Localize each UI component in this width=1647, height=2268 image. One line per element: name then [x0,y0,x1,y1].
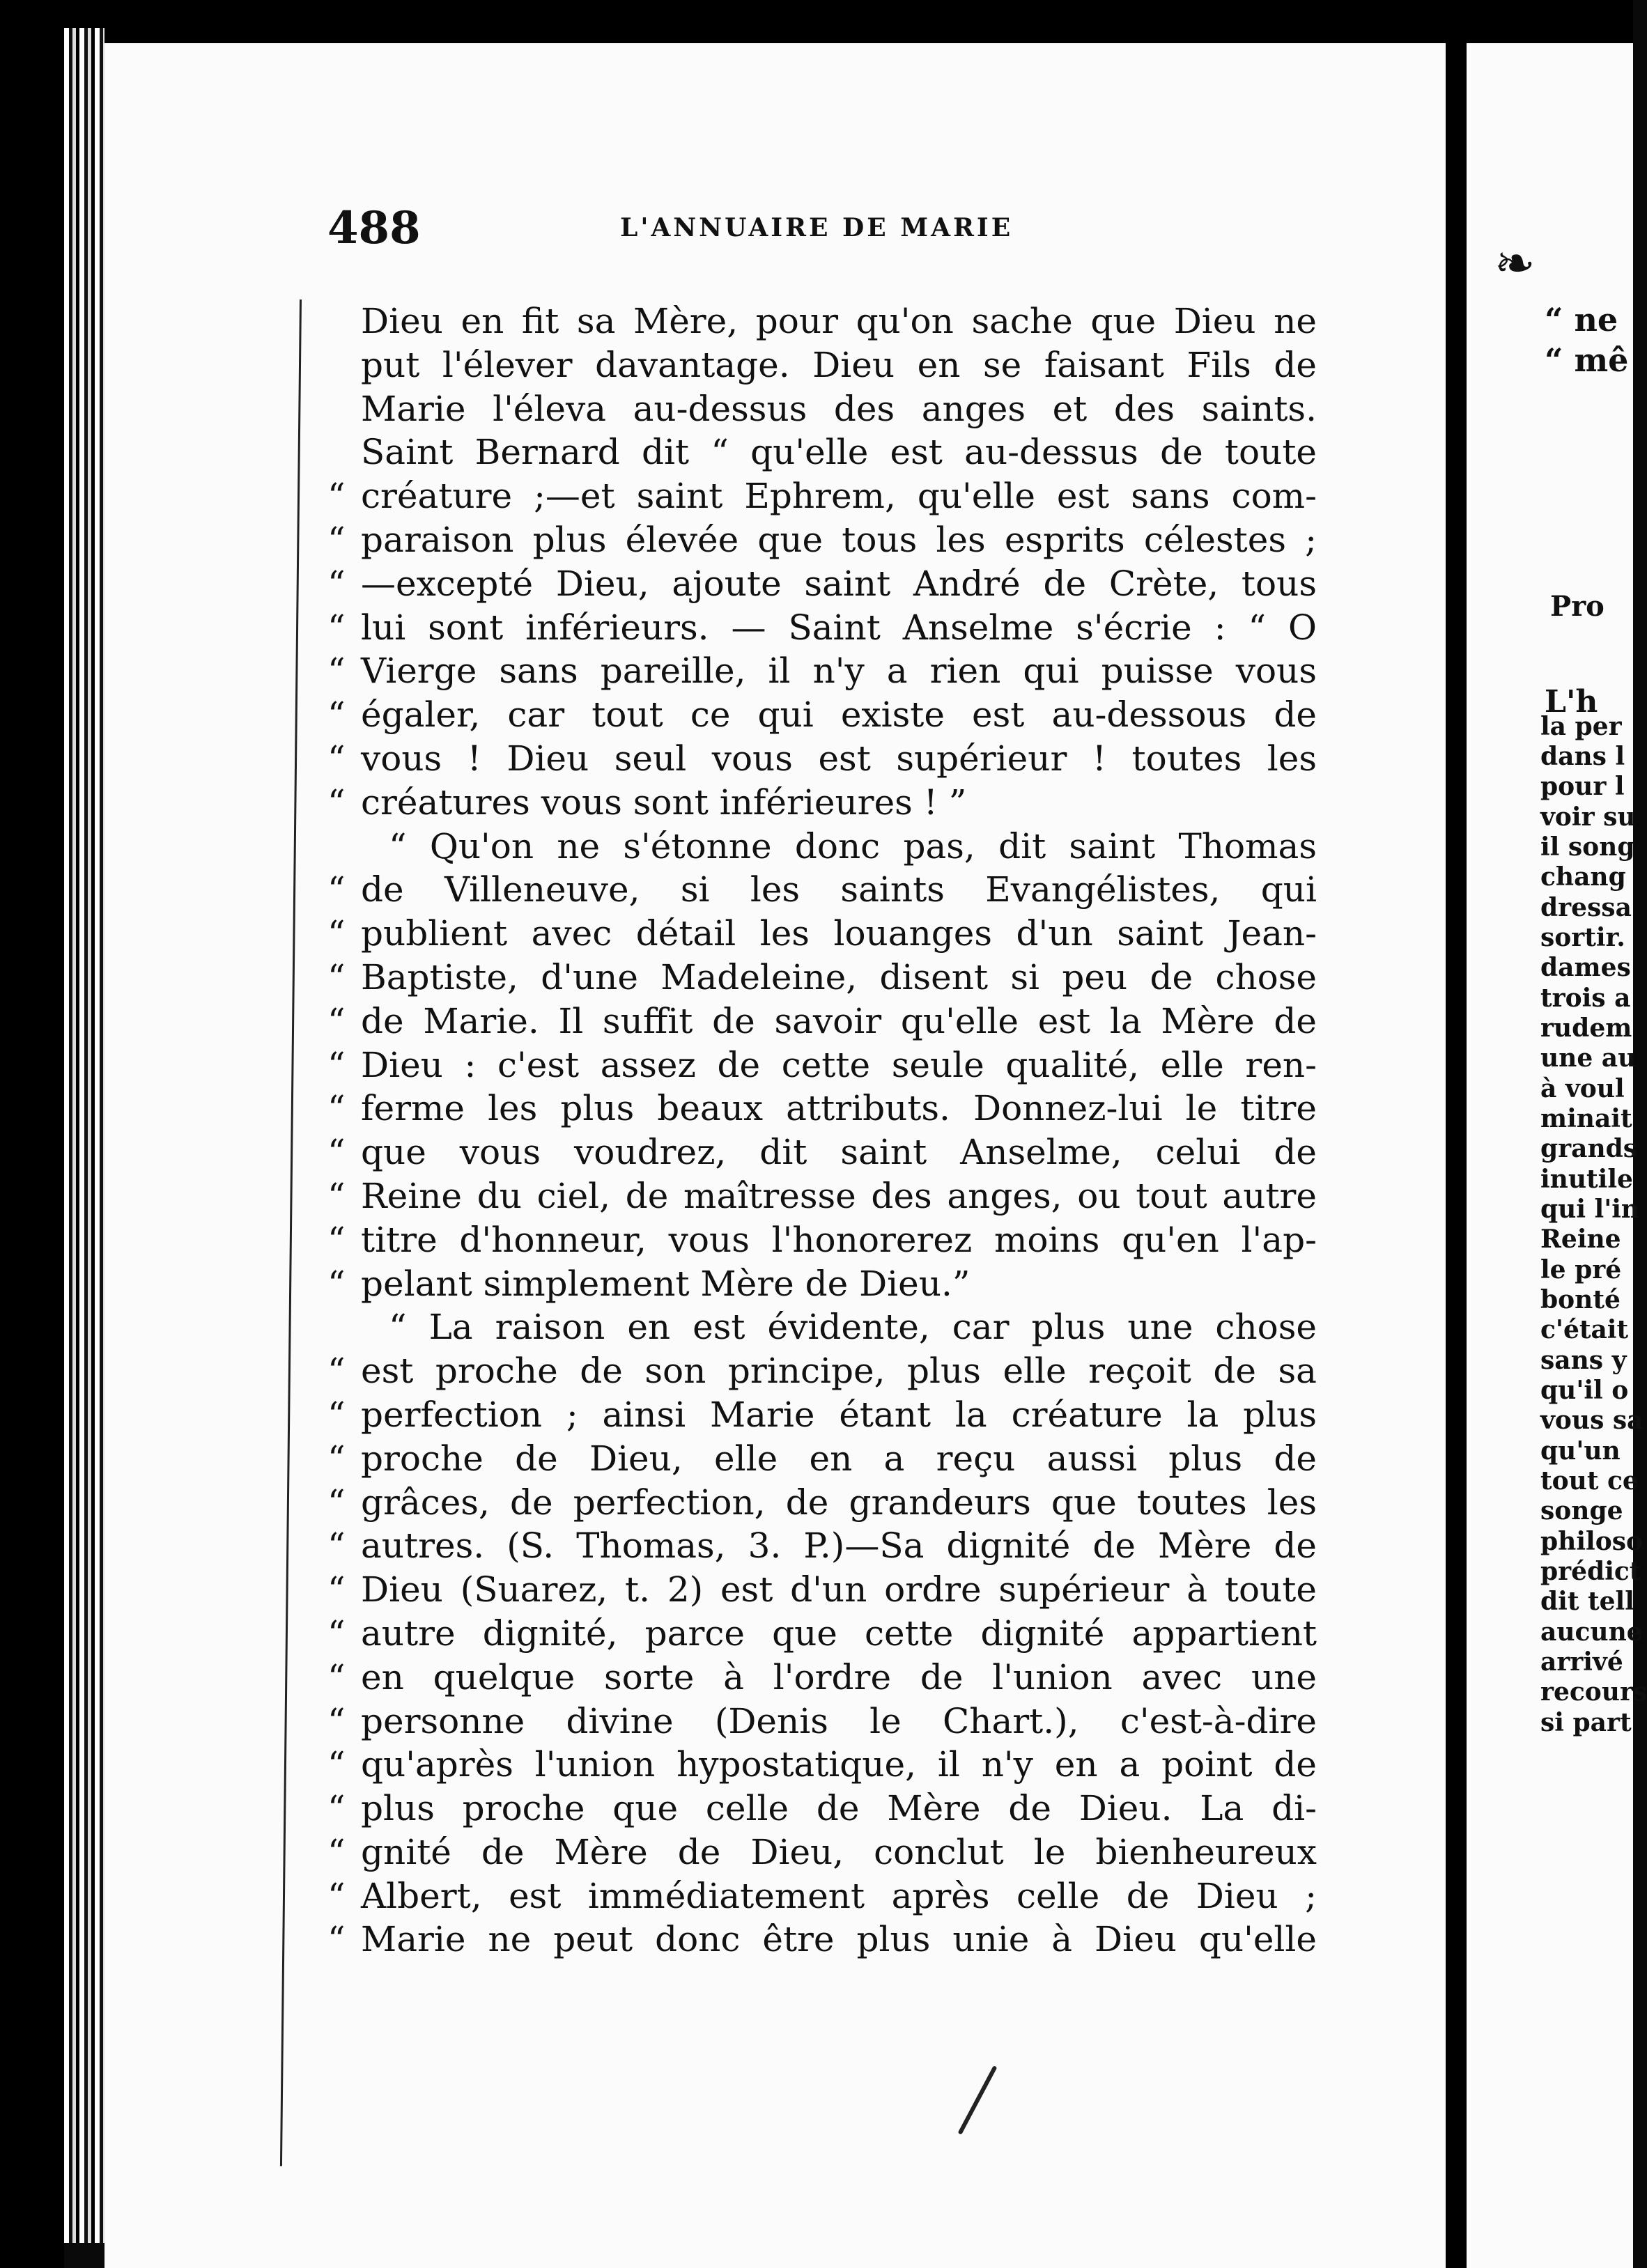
quote-mark: “ [327,1525,346,1567]
line-text: Dieu : c'est assez de cette seule qualité, elle ren- [361,1044,1317,1085]
facing-text-line: dit tell [1540,1587,1634,1616]
quote-mark: “ [327,1438,346,1479]
facing-text-line: qui l'in [1540,1195,1640,1224]
text-line [327,1612,1317,1656]
line-text: put l'élever davantage. Dieu en se faisant Fils de [361,344,1317,385]
line-text: proche de Dieu, elle en a reçu aussi plus de [361,1438,1317,1479]
facing-text-line: qu'il o [1540,1376,1629,1405]
quote-mark: “ [327,1613,346,1654]
quote-mark: “ [327,1263,346,1304]
quote-mark: “ [327,476,346,517]
quote-mark: “ [327,1700,346,1741]
line-text: titre d'honneur, vous l'honorerez moins qu'en l'ap- [361,1219,1317,1260]
running-title: L'ANNUAIRE DE MARIE [620,213,1014,242]
quote-mark: “ [327,1351,346,1392]
line-text: qu'après l'union hypostatique, il n'y en a point de [361,1744,1317,1785]
line-text: perfection ; ainsi Marie étant la créature la plus [361,1394,1317,1435]
text-line [327,1262,1317,1306]
line-text: pelant simplement Mère de Dieu.” [361,1263,971,1304]
quote-mark: “ [327,1044,346,1085]
line-text: Saint Bernard dit “ qu'elle est au-dessus de toute [361,432,1317,473]
line-text: créatures vous sont inférieures ! ” [361,782,967,823]
text-line [327,1743,1317,1787]
text-line [327,518,1317,562]
text-line [327,737,1317,781]
text-line [327,1305,1317,1349]
quote-mark: “ [327,1831,346,1872]
text-line [327,1000,1317,1043]
line-text: de Marie. Il suffit de savoir qu'elle est la Mère de [361,1000,1317,1041]
text-line [327,1831,1317,1874]
quote-mark: “ [327,1088,346,1129]
quote-mark: “ [327,1919,346,1960]
line-text: gnité de Mère de Dieu, conclut le bienheureux [361,1831,1317,1872]
quote-mark: “ [327,1394,346,1435]
facing-text-line: trois a [1540,984,1631,1013]
page-header [327,202,1303,265]
text-line [327,430,1317,474]
line-text: en quelque sorte à l'ordre de l'union avec une [361,1656,1317,1698]
line-text: Baptiste, d'une Madeleine, disent si peu de chose [361,956,1317,997]
text-line [327,1349,1317,1393]
facing-text-line: prédict [1540,1557,1641,1586]
facing-text-line: minait [1540,1104,1632,1133]
facing-text-line: rudem [1540,1013,1632,1043]
facing-text-line: une au [1540,1043,1637,1073]
text-line [327,1131,1317,1174]
line-text: plus proche que celle de Mère de Dieu. La di- [361,1788,1317,1829]
line-text: est proche de son principe, plus elle reçoit de sa [361,1351,1317,1392]
facing-text-line: songe [1540,1496,1623,1525]
text-line [327,693,1317,737]
line-text: Dieu en fit sa Mère, pour qu'on sache que Dieu ne [361,301,1317,341]
line-text: ferme les plus beaux attributs. Donnez-lui le titre [361,1088,1317,1129]
quote-mark: “ [327,694,346,736]
line-text: lui sont inférieurs. — Saint Anselme s'écrie : “ O [361,607,1317,648]
quote-mark: “ [327,1656,346,1698]
quote-mark: “ [327,782,346,823]
text-line [327,1874,1317,1918]
quote-mark: “ [327,869,346,910]
text-line [327,474,1317,518]
text-line [327,606,1317,650]
text-line [327,781,1317,825]
line-text: de Villeneuve, si les saints Evangélistes, qui [361,869,1317,910]
line-text: —excepté Dieu, ajoute saint André de Crète, tous [361,563,1317,604]
facing-page [1467,43,1647,2268]
quote-mark: “ [327,1875,346,1916]
quote-mark: “ [327,651,346,692]
line-text: Dieu (Suarez, t. 2) est d'un ordre supérieur à toute [361,1569,1317,1610]
quote-mark: “ [327,1175,346,1216]
quote-mark: “ [327,519,346,560]
text-line [327,343,1317,387]
text-line [327,1174,1317,1218]
line-text: créature ;—et saint Ephrem, qu'elle est sans com- [361,476,1317,517]
line-text: Marie l'éleva au-dessus des anges et des saints. [361,388,1317,429]
book-page-edges [64,28,105,2243]
text-line [327,1393,1317,1437]
text-line [327,1787,1317,1831]
text-line [327,1700,1317,1743]
text-line [327,868,1317,912]
facing-text-line: qu'un [1540,1436,1621,1466]
facing-text-line: Reine [1540,1225,1621,1254]
facing-text-line: philoso [1540,1527,1643,1556]
text-line [327,1656,1317,1700]
line-text: autre dignité, parce que cette dignité appartient [361,1613,1317,1654]
line-text: que vous voudrez, dit saint Anselme, celui de [361,1132,1317,1173]
facing-text-line: voir su [1540,802,1636,832]
text-line [327,825,1317,869]
line-text: vous ! Dieu seul vous est supérieur ! toutes les [361,738,1317,779]
facing-text-line: dressa [1540,893,1632,922]
line-text: égaler, car tout ce qui existe est au-dessous de [361,694,1317,736]
facing-text-line: grands [1540,1134,1638,1163]
line-text: grâces, de perfection, de grandeurs que toutes les [361,1482,1317,1523]
text-line [327,1524,1317,1568]
quote-mark: “ [327,1132,346,1173]
line-text: Vierge sans pareille, il n'y a rien qui puisse vous [361,651,1317,692]
quote-mark: “ [327,738,346,779]
scan-left-border [0,0,64,2268]
quote-mark: “ [327,563,346,604]
quote-mark: “ [327,1788,346,1829]
line-text: Marie ne peut donc être plus unie à Dieu qu'elle [361,1919,1317,1960]
text-line [327,562,1317,606]
text-line [327,649,1317,693]
line-text: Reine du ciel, de maîtresse des anges, ou tout autre [361,1175,1317,1216]
facing-text-line: c'était [1540,1315,1629,1344]
line-text: personne divine (Denis le Chart.), c'est-à-dire [361,1700,1317,1741]
facing-text-line: Pro [1550,590,1605,623]
text-line [327,912,1317,956]
facing-text-line: “ ne [1545,301,1618,339]
text-line [327,300,1317,343]
line-text: “ La raison en est évidente, car plus une chose [389,1307,1317,1348]
facing-text-line: L'h [1545,684,1598,720]
quote-mark: “ [327,913,346,954]
text-line [327,956,1317,1000]
body-text [327,300,1317,1962]
facing-text-line: dames [1540,953,1631,982]
quote-mark: “ [327,1000,346,1041]
line-text: autres. (S. Thomas, 3. P.)—Sa dignité de Mère de [361,1525,1317,1567]
ornament-icon: ❧ [1494,235,1536,292]
text-line [327,387,1317,431]
facing-text-line: “ mê [1545,341,1629,379]
line-text: “ Qu'on ne s'étonne donc pas, dit saint Thomas [389,825,1317,867]
text-line [327,1087,1317,1131]
page-number: 488 [327,202,421,254]
facing-text-line: dans l [1540,742,1625,771]
facing-text-line: si part [1540,1708,1632,1737]
facing-text-line: il song [1540,832,1635,862]
quote-mark: “ [327,1744,346,1785]
facing-text-line: bonté [1540,1285,1621,1314]
facing-text-line: arrivé [1540,1647,1623,1677]
text-line [327,1918,1317,1962]
quote-mark: “ [327,956,346,997]
quote-mark: “ [327,1219,346,1260]
facing-text-line: inutile [1540,1165,1633,1194]
text-line [327,1437,1317,1481]
text-line [327,1043,1317,1087]
facing-text-line: aucune [1540,1617,1643,1647]
facing-text-line: chang [1540,862,1626,892]
facing-text-line: le pré [1540,1255,1622,1284]
quote-mark: “ [327,1569,346,1610]
line-text: publient avec détail les louanges d'un saint Jean- [361,913,1317,954]
quote-mark: “ [327,1482,346,1523]
book-gutter [1446,43,1467,2268]
facing-text-line: à voul [1540,1074,1625,1103]
text-line [327,1568,1317,1612]
text-line [327,1218,1317,1262]
facing-text-line: pour l [1540,772,1625,801]
quote-mark: “ [327,607,346,648]
facing-text-line: recours [1540,1677,1647,1707]
facing-text-line: sortir. [1540,923,1625,952]
line-text: Albert, est immédiatement après celle de Dieu ; [361,1875,1317,1916]
text-line [327,1481,1317,1525]
facing-text-line: tout ce [1540,1466,1639,1496]
facing-text-line: sans y [1540,1346,1627,1375]
facing-text-line: la per [1540,712,1622,741]
line-text: paraison plus élevée que tous les esprits célestes ; [361,519,1317,560]
facing-text-line: vous sa [1540,1406,1644,1435]
scan-top-border [0,0,1633,49]
